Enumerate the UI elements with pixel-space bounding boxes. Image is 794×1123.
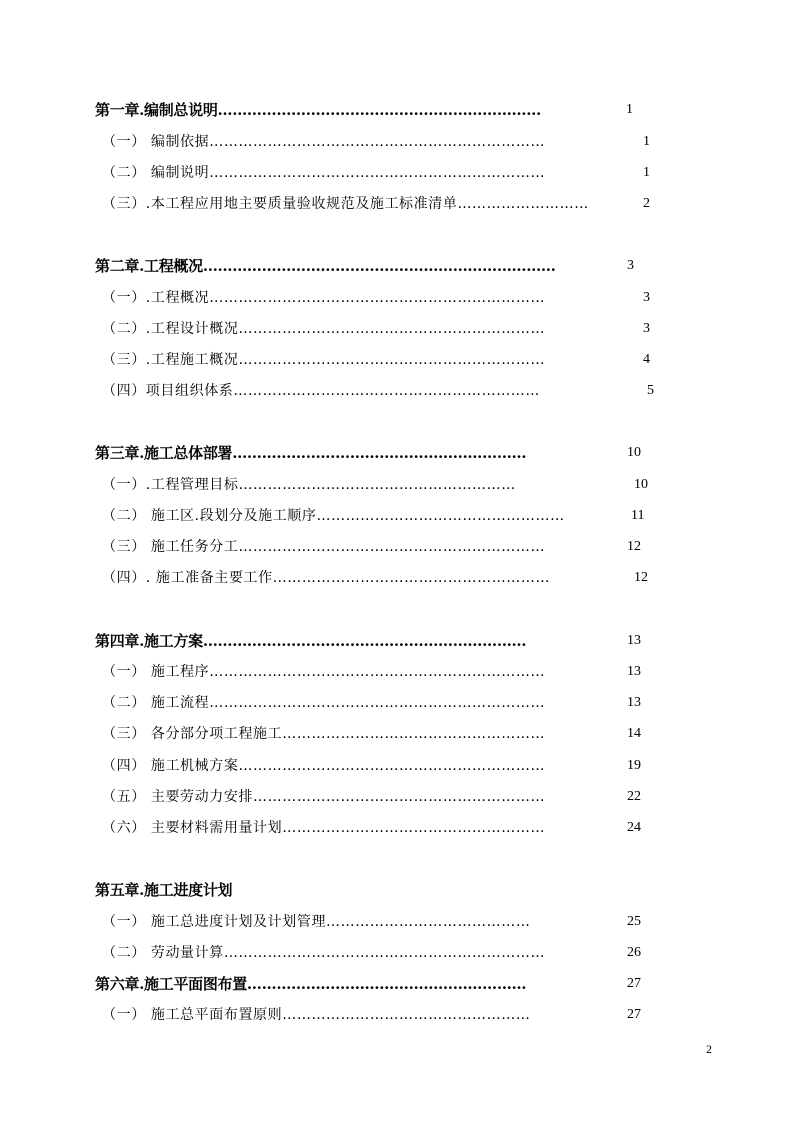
toc-page-number: 3 (643, 290, 650, 305)
toc-page-number: 2 (643, 196, 650, 211)
toc-page-number: 12 (634, 570, 648, 585)
toc-page-number: 24 (627, 820, 641, 835)
toc-entry-title: （一） 施工总进度计划及计划管理…………………………………… (102, 914, 531, 930)
toc-entry-title: 第一章.编制总说明………………………………………………………… (95, 101, 541, 119)
toc-entry-title: （四）项目组织体系……………………………………………………… (102, 383, 540, 399)
toc-entry-title: （一）.工程管理目标………………………………………………… (102, 477, 516, 493)
toc-entry-title: （四）. 施工准备主要工作………………………………………………… (102, 570, 551, 586)
toc-page-number: 3 (643, 321, 650, 336)
toc-page-number: 19 (627, 758, 641, 773)
toc-entry-title: （一）.工程概况…………………………………………………………… (102, 290, 546, 306)
toc-entry-title: （二） 编制说明…………………………………………………………… (102, 165, 546, 181)
toc-entry-title: 第二章.工程概况……………………………………………………………… (95, 257, 556, 275)
toc-page-number: 12 (627, 539, 641, 554)
toc-entry-title: （三）.本工程应用地主要质量验收规范及施工标准清单……………………… (102, 196, 589, 212)
toc-page-number: 1 (643, 165, 650, 180)
toc-entry-title: （六） 主要材料需用量计划……………………………………………… (102, 820, 546, 836)
toc-page-number: 26 (627, 945, 641, 960)
toc-entry-title: （三） 施工任务分工……………………………………………………… (102, 539, 546, 555)
toc-entry-title: 第六章.施工平面图布置………………………………………………… (95, 975, 527, 993)
toc-page-number: 3 (627, 258, 634, 273)
toc-entry-title: 第三章.施工总体部署…………………………………………………… (95, 444, 527, 462)
toc-page-number: 5 (647, 383, 654, 398)
toc-page-number: 13 (627, 695, 641, 710)
toc-entry-title: （二） 施工流程…………………………………………………………… (102, 695, 546, 711)
toc-entry-title: （一） 施工程序…………………………………………………………… (102, 664, 546, 680)
toc-entry-title: （五） 主要劳动力安排…………………………………………………… (102, 789, 546, 805)
toc-page-number: 1 (626, 102, 633, 117)
toc-entry-title: （二） 劳动量计算………………………………………………………… (102, 945, 546, 961)
toc-entry-title: （四） 施工机械方案……………………………………………………… (102, 758, 546, 774)
toc-page-number: 4 (643, 352, 650, 367)
toc-entry-title: （三）.工程施工概况……………………………………………………… (102, 352, 546, 368)
toc-page-number: 27 (627, 976, 641, 991)
toc-page-number: 25 (627, 914, 641, 929)
toc-page-number: 27 (627, 1007, 641, 1022)
toc-entry-title: （二） 施工区.段划分及施工顺序…………………………………………… (102, 508, 565, 524)
toc-page-number: 13 (627, 633, 641, 648)
toc-page-number: 14 (627, 726, 641, 741)
toc-entry-title: （一） 施工总平面布置原则…………………………………………… (102, 1007, 531, 1023)
toc-entry-title: 第五章.施工进度计划 (95, 881, 233, 899)
page-number-footer: 2 (706, 1042, 712, 1056)
toc-entry-title: （三） 各分部分项工程施工……………………………………………… (102, 726, 546, 742)
toc-page-number: 22 (627, 789, 641, 804)
toc-page-number: 11 (631, 508, 645, 523)
toc-entry-title: （一） 编制依据…………………………………………………………… (102, 134, 546, 150)
toc-page-number: 10 (627, 445, 641, 460)
toc-page-number: 13 (627, 664, 641, 679)
toc-page-number: 10 (634, 477, 648, 492)
toc-entry-title: 第四章.施工方案………………………………………………………… (95, 632, 527, 650)
toc-entry-title: （二）.工程设计概况……………………………………………………… (102, 321, 546, 337)
toc-page-number: 1 (643, 134, 650, 149)
